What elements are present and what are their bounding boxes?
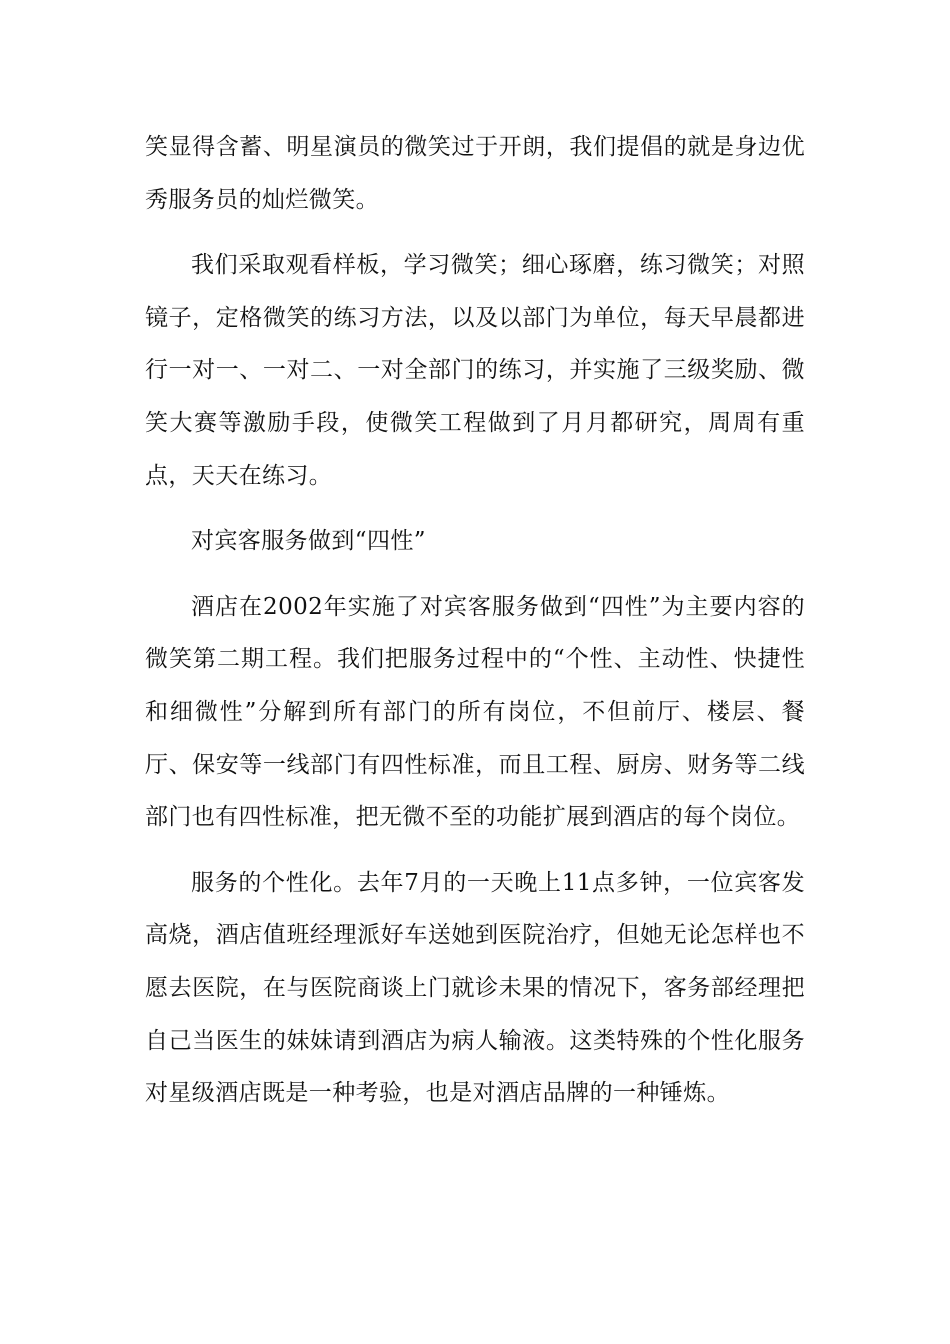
section-heading-four-qualities: 对宾客服务做到“四性” (191, 528, 426, 555)
paragraph-personalized-service: 服务的个性化。去年7月的一天晚上11点多钟，一位宾客发高烧，酒店值班经理派好车送她到医院治疗，但她无论怎样也不愿去医院，在与医院商谈上门就诊未果的情况下，客务部经理把自己当医生的妹妹请到酒店为病人输液。这类特殊的个性化服务对星级酒店既是一种考验，也是对酒店品牌的一种锤炼。 (145, 869, 805, 1107)
document-body (145, 121, 805, 1120)
paragraph-smile-continuation: 笑显得含蓄、明星演员的微笑过于开朗，我们提倡的就是身边优秀服务员的灿烂微笑。 (145, 134, 805, 213)
paragraph-second-phase-project: 酒店在2002年实施了对宾客服务做到“四性”为主要内容的微笑第二期工程。我们把服务过程中的“个性、主动性、快捷性和细微性”分解到所有部门的所有岗位，不但前厅、楼层、餐厅、保安等一线部门有四性标准，而且工程、厨房、财务等二线部门也有四性标准，把无微不至的功能扩展到酒店的每个岗位。 (145, 593, 805, 831)
paragraph-smile-practice: 我们采取观看样板，学习微笑；细心琢磨，练习微笑；对照镜子，定格微笑的练习方法，以及以部门为单位，每天早晨都进行一对一、一对二、一对全部门的练习，并实施了三级奖励、微笑大赛等激励手段，使微笑工程做到了月月都研究，周周有重点，天天在练习。 (145, 252, 805, 489)
